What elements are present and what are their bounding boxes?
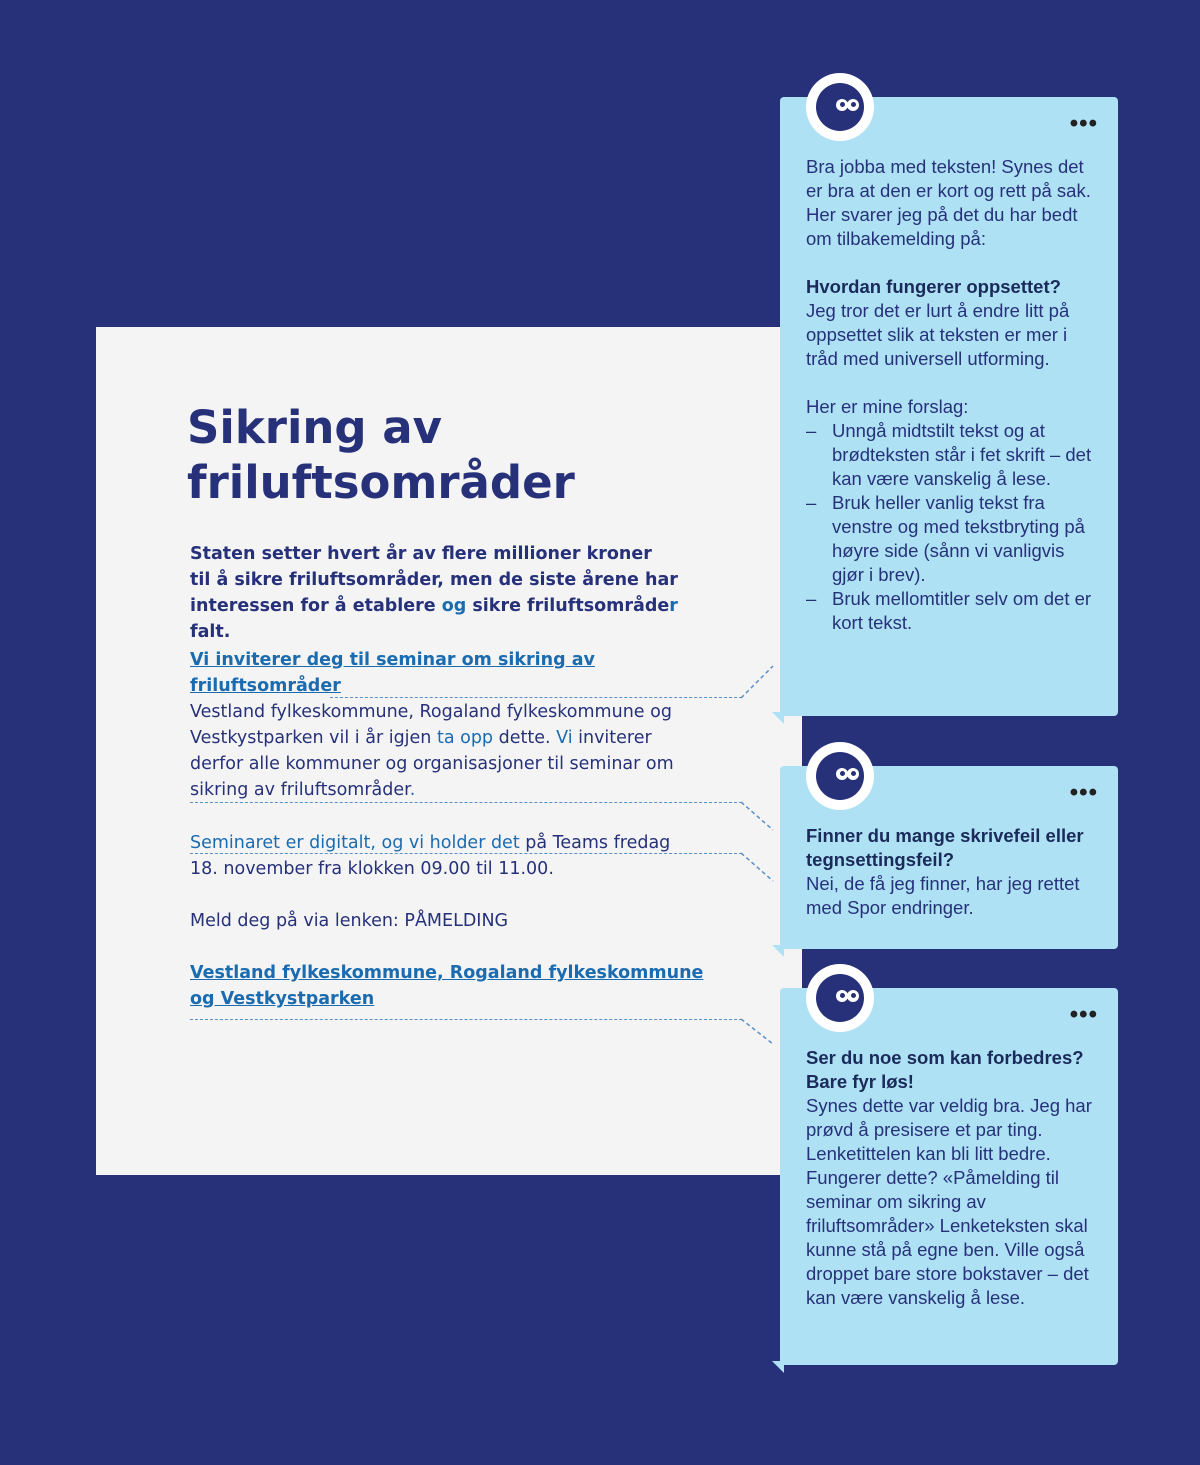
more-options-icon[interactable]: ••• (1069, 1001, 1098, 1028)
comment-bubble-1[interactable] (780, 97, 1118, 716)
more-options-icon[interactable]: ••• (1069, 110, 1098, 137)
title-line-1: Sikring av (187, 401, 442, 454)
signup-text: Meld deg på via lenken: PÅMELDING (190, 911, 509, 931)
comment-connector-diagonal (740, 851, 776, 885)
invite-paragraph: Vestland fylkeskommune, Rogaland fylkeskommune og Vestkystparken vil i år igjen ta opp dette. Vi inviterer derfor alle kommuner og organisasjoner til seminar om sikring av friluftsområder. (190, 702, 674, 800)
invite-link[interactable]: Vi inviterer deg til seminar om sikring av friluftsområder (190, 650, 595, 696)
comment-connector-diagonal (740, 664, 776, 700)
suggestion-list (806, 419, 1098, 635)
list-item: – Unngå midtstilt tekst og at brødteksten står i fet skrift – det kan være vanskelig å lese. (806, 419, 1098, 491)
comment-connector (190, 802, 742, 803)
bubble-tail (772, 1361, 784, 1373)
comment-connector (330, 697, 742, 698)
comment-body: Ser du noe som kan forbedres? Bare fyr løs! Synes dette var veldig bra. Jeg har prøvd å presisere et par ting. Lenketittelen kan bli litt bedre. Fungerer dette? «Påmelding til seminar om sikring av friluftsområder» Lenketeksten skal kunne stå på egne ben. Ville også droppet bare store bokstaver – det kan være vanskelig å lese. (806, 1047, 1092, 1308)
document-title (187, 400, 607, 510)
avatar (806, 742, 874, 810)
comment-connector-diagonal (740, 1017, 776, 1047)
more-options-icon[interactable]: ••• (1069, 779, 1098, 806)
bubble-tail (772, 712, 784, 724)
reviewer-avatar-icon (816, 752, 864, 800)
comment-bubble-3[interactable] (780, 988, 1118, 1365)
list-item: – Bruk heller vanlig tekst fra venstre og med tekstbryting på høyre side (sånn vi vanligvis gjør i brev). (806, 491, 1098, 587)
title-line-2: friluftsområder (187, 456, 575, 509)
intro-paragraph: Staten setter hvert år av flere millioner kroner til å sikre friluftsområder, men de siste årene har interessen for å etablere og sikre friluftsområder falt. (190, 544, 678, 642)
comment-connector (190, 853, 742, 854)
comment-body: Finner du mange skrivefeil eller tegnsettingsfeil? Nei, de få jeg finner, har jeg rettet med Spor endringer. (806, 825, 1084, 918)
comment-connector-diagonal (740, 800, 776, 834)
comment-body: Bra jobba med teksten! Synes det er bra at den er kort og rett på sak. Her svarer jeg på det du har bedt om tilbakemelding på: Hvordan fungerer oppsettet? Jeg tror det er lurt å endre litt på oppsettet slik at teksten er mer i tråd med universell utforming. Her er mine forslag: – Unngå midtstilt tekst og at brødteksten står i fet skrift – det kan være vanskelig å lese. – Bruk heller vanlig tekst fra venstre og med tekstbryting på høyre side (sånn vi vanligvis gjør i brev). – Bruk mellomtitler selv om det er kort tekst. (806, 155, 1098, 635)
avatar (806, 73, 874, 141)
organizers-link[interactable]: Vestland fylkeskommune, Rogaland fylkeskommune og Vestkystparken (190, 963, 704, 1009)
comment-connector (190, 1019, 742, 1020)
avatar (806, 964, 874, 1032)
bubble-tail (772, 945, 784, 957)
reviewer-avatar-icon (816, 83, 864, 131)
seminar-paragraph: Seminaret er digitalt, og vi holder det på Teams fredag 18. november fra klokken 09.00 til 11.00. (190, 833, 671, 879)
reviewer-avatar-icon (816, 974, 864, 1022)
list-item: – Bruk mellomtitler selv om det er kort tekst. (806, 587, 1098, 635)
